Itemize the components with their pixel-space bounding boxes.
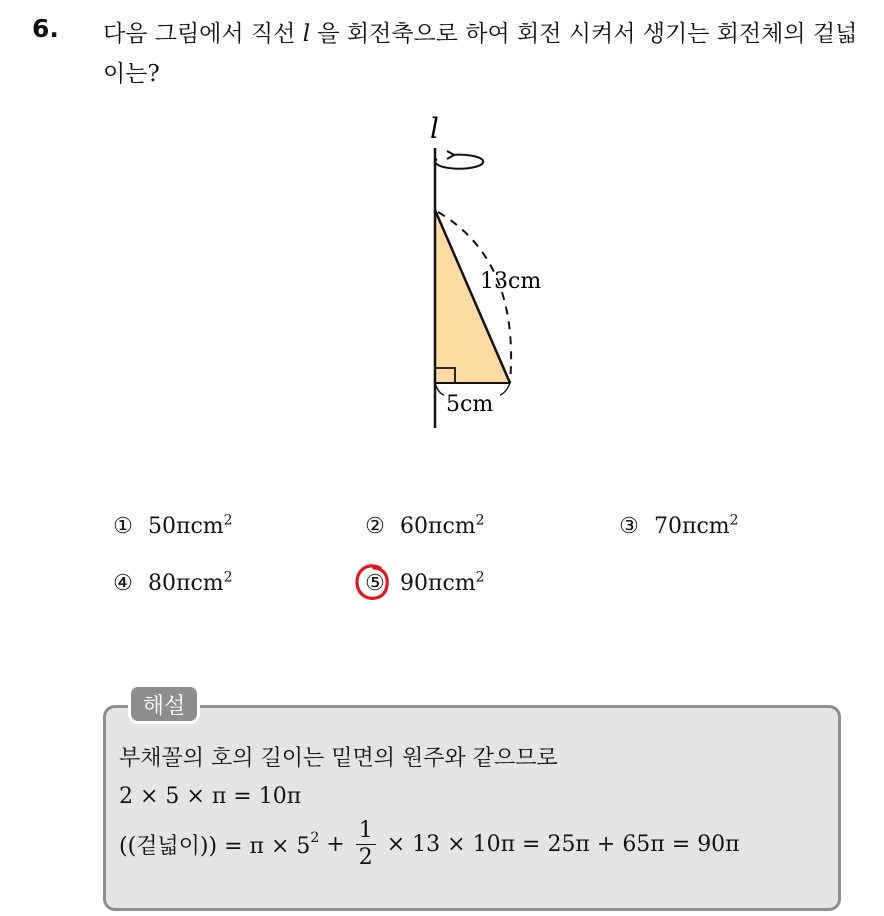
solution-line-3: ((겉넓이)) = $\pi \times 5^2$ + $\frac{1}{2}$ × 13 × 10π = 25π + 65π = 90π: [119, 818, 740, 870]
solution-line-2: 2 × 5 × π = 10π: [119, 784, 302, 809]
choice-1[interactable]: ① 50πcm$^2$: [113, 512, 233, 539]
fraction-one-half: $\frac{1}{2}$: [356, 818, 376, 871]
axis-variable: l: [302, 21, 311, 47]
solution-tag: 해설: [128, 684, 200, 724]
choice-4[interactable]: ④ 80πcm$^2$: [113, 569, 233, 596]
solution-line-1: 부채꼴의 호의 길이는 밑면의 원주와 같으므로: [119, 746, 558, 771]
base-label: 5cm: [446, 392, 494, 417]
choice-3[interactable]: ③ 70πcm$^2$: [619, 512, 739, 539]
answer-circle-icon: [354, 562, 390, 602]
rotation-figure: [400, 110, 570, 440]
rotation-arrow-icon: [435, 151, 483, 169]
question-number: 6.: [32, 14, 59, 43]
question-text: 다음 그림에서 직선 l 을 회전축으로 하여 회전 시켜서 생기는 회전체의 겉넓이는?: [103, 21, 858, 87]
choice-5[interactable]: ⑤ 90πcm$^2$: [365, 569, 485, 596]
hypotenuse-label: 13cm: [480, 269, 542, 294]
choice-2[interactable]: ② 60πcm$^2$: [365, 512, 485, 539]
axis-label: l: [430, 112, 439, 145]
